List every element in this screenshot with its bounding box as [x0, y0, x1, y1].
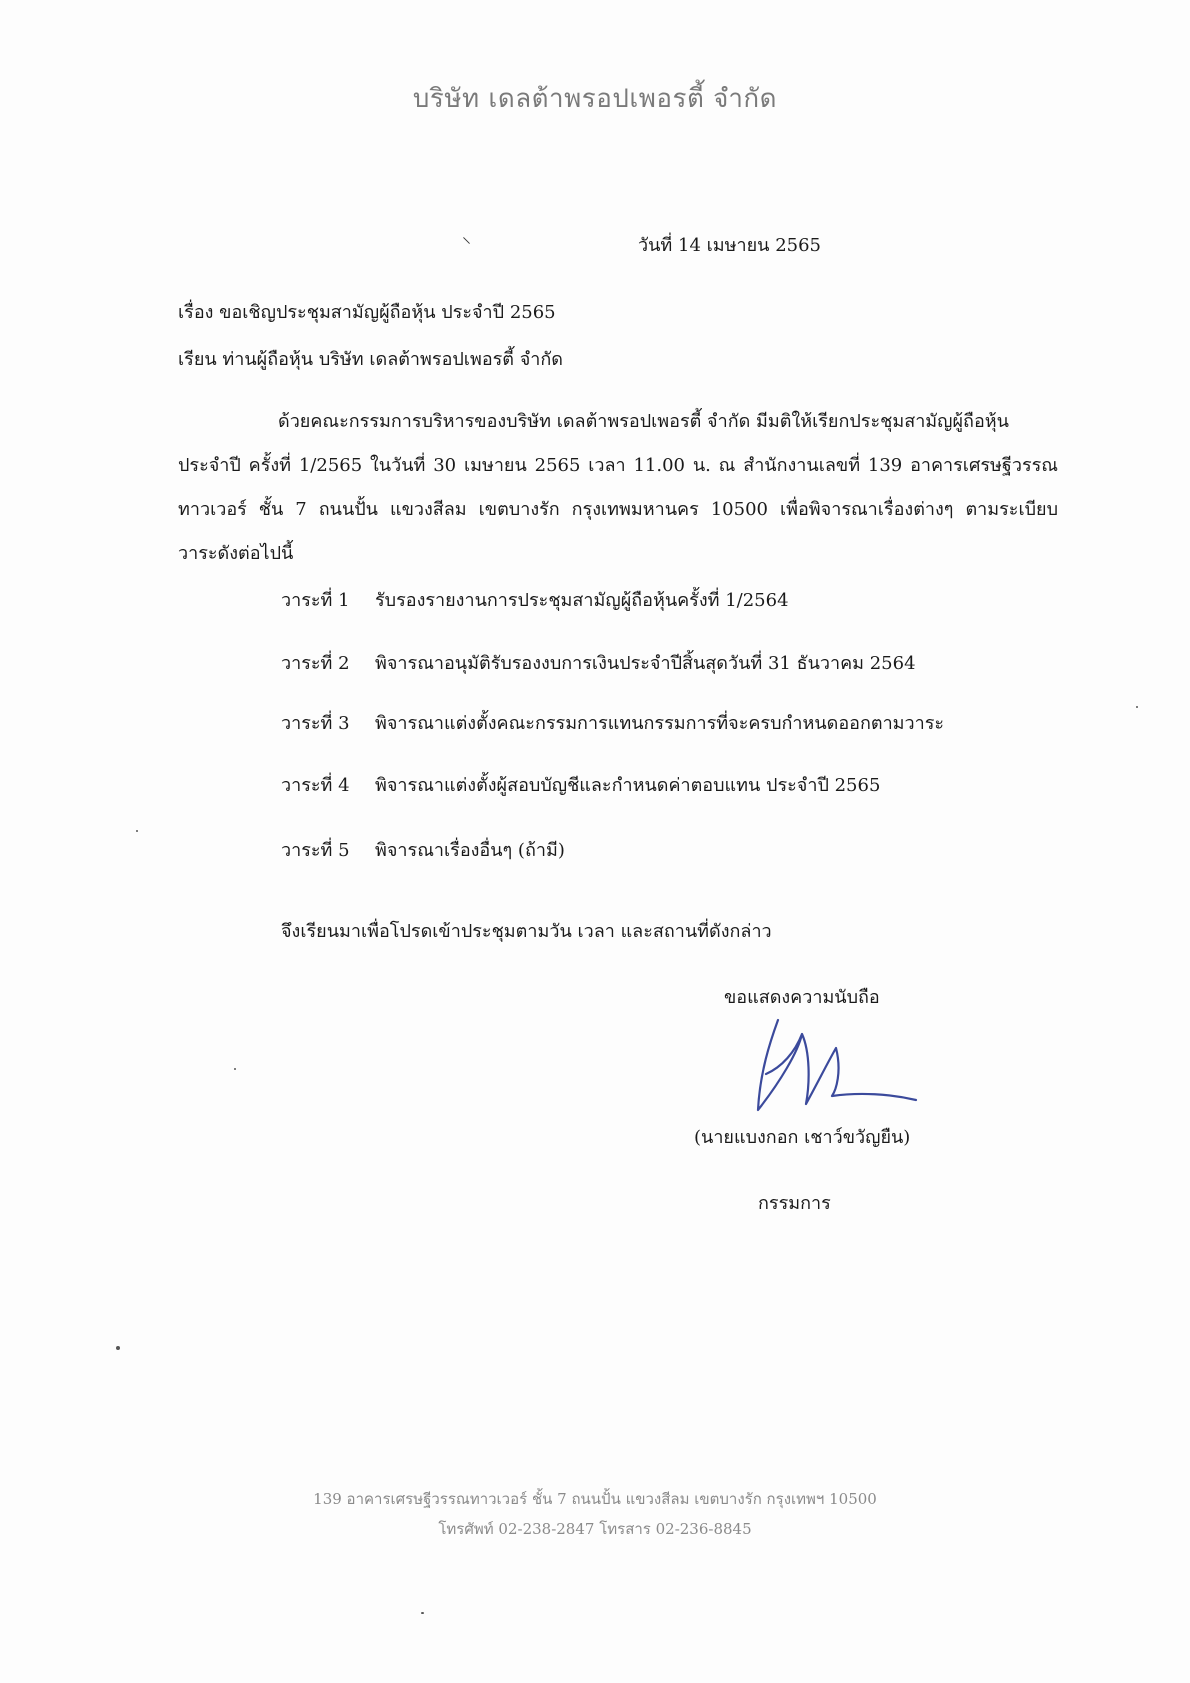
- agenda-item: [281, 648, 916, 677]
- agenda-number: วาระที่ 5: [281, 840, 350, 861]
- letter-salutation: เรียน ท่านผู้ถือหุ้น บริษัท เดลต้าพรอปเพอรตี้ จำกัด: [178, 349, 563, 370]
- scan-speck: [116, 1346, 120, 1350]
- scan-speck: [421, 1612, 424, 1614]
- body-line: ทาวเวอร์ ชั้น 7 ถนนปั้น แขวงสีลม เขตบางรัก กรุงเทพมหานคร 10500 เพื่อพิจารณาเรื่องต่างๆ ตามระเบียบ: [178, 499, 1058, 520]
- agenda-number: วาระที่ 2: [281, 653, 350, 674]
- closing-sentence: จึงเรียนมาเพื่อโปรดเข้าประชุมตามวัน เวลา และสถานที่ดังกล่าว: [281, 921, 772, 942]
- footer-contact: โทรศัพท์ 02-238-2847 โทรสาร 02-236-8845: [438, 1520, 752, 1538]
- letter-footer: [0, 1484, 1190, 1544]
- agenda-item: [281, 770, 880, 799]
- agenda-number: วาระที่ 1: [281, 590, 350, 611]
- agenda-item: [281, 835, 565, 864]
- scan-speck: [234, 1068, 236, 1070]
- footer-address: 139 อาคารเศรษฐีวรรณทาวเวอร์ ชั้น 7 ถนนปั้น แขวงสีลม เขตบางรัก กรุงเทพฯ 10500: [313, 1490, 877, 1508]
- agenda-text: รับรองรายงานการประชุมสามัญผู้ถือหุ้นครั้งที่ 1/2564: [375, 590, 789, 611]
- agenda-item: [281, 708, 944, 737]
- agenda-text: พิจารณาแต่งตั้งคณะกรรมการแทนกรรมการที่จะครบกำหนดออกตามวาระ: [375, 713, 945, 734]
- body-line: ด้วยคณะกรรมการบริหารของบริษัท เดลต้าพรอปเพอรตี้ จำกัด มีมติให้เรียกประชุมสามัญผู้ถือหุ้น: [278, 411, 1009, 432]
- handwritten-signature: [740, 1012, 920, 1122]
- agenda-text: พิจารณาแต่งตั้งผู้สอบบัญชีและกำหนดค่าตอบแทน ประจำปี 2565: [375, 775, 881, 796]
- agenda-number: วาระที่ 3: [281, 713, 350, 734]
- agenda-item: [281, 585, 789, 614]
- letter-subject: เรื่อง ขอเชิญประชุมสามัญผู้ถือหุ้น ประจำปี 2565: [178, 302, 556, 323]
- agenda-text: พิจารณาอนุมัติรับรองงบการเงินประจำปีสิ้นสุดวันที่ 31 ธันวาคม 2564: [375, 653, 916, 674]
- agenda-text: พิจารณาเรื่องอื่นๆ (ถ้ามี): [375, 840, 565, 861]
- stray-mark: ⸌: [462, 234, 471, 255]
- agenda-number: วาระที่ 4: [281, 775, 350, 796]
- body-line: วาระดังต่อไปนี้: [178, 543, 294, 564]
- signer-name: (นายแบงกอก เชาว์ขวัญยืน): [694, 1127, 911, 1148]
- body-paragraph: [178, 400, 1058, 576]
- regards-line: ขอแสดงความนับถือ: [724, 987, 880, 1008]
- scan-speck: [1136, 706, 1138, 708]
- scan-speck: [136, 830, 138, 832]
- company-letterhead: บริษัท เดลต้าพรอปเพอรตี้ จำกัด: [412, 84, 778, 114]
- signer-title: กรรมการ: [758, 1193, 831, 1214]
- body-line: ประจำปี ครั้งที่ 1/2565 ในวันที่ 30 เมษายน 2565 เวลา 11.00 น. ณ สำนักงานเลขที่ 139 อาคารเศรษฐีวรรณ: [178, 455, 1058, 476]
- letter-date: วันที่ 14 เมษายน 2565: [638, 235, 821, 256]
